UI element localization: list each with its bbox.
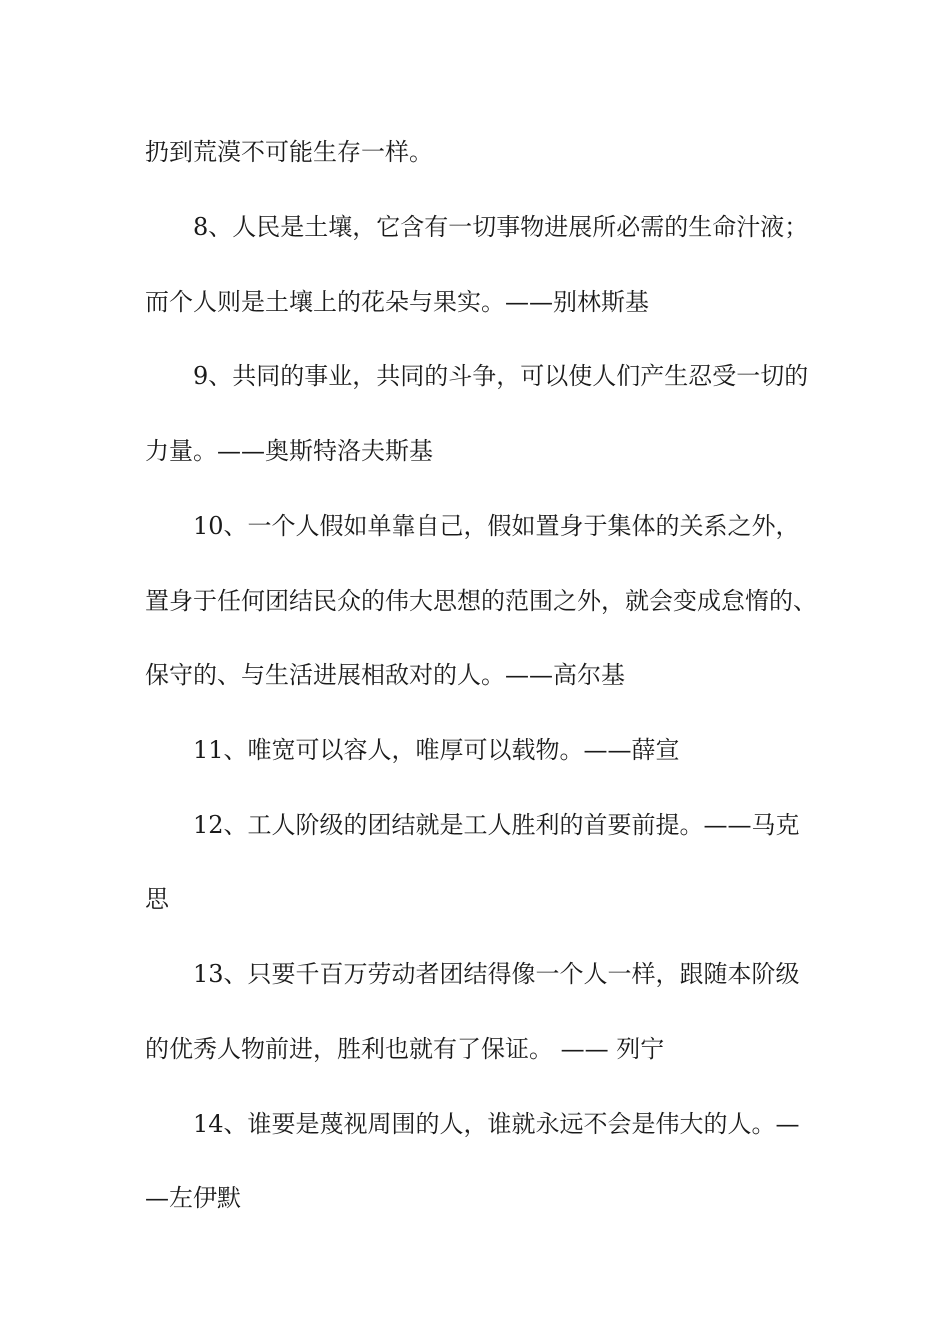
- text-line: 置身于任何团结民众的伟大思想的范围之外，就会变成怠惰的、: [145, 587, 817, 615]
- text-line: 8、人民是土壤，它含有一切事物进展所必需的生命汁液；: [193, 213, 809, 241]
- text-line: 力量。——奥斯特洛夫斯基: [145, 437, 433, 465]
- text-line: 13、只要千百万劳动者团结得像一个人一样，跟随本阶级: [193, 960, 800, 988]
- text-line: 14、谁要是蔑视周围的人，谁就永远不会是伟大的人。—: [193, 1110, 800, 1138]
- text-line: 扔到荒漠不可能生存一样。: [145, 138, 433, 166]
- text-line: 12、工人阶级的团结就是工人胜利的首要前提。——马克: [193, 811, 800, 839]
- text-line: 10、一个人假如单靠自己，假如置身于集体的关系之外，: [193, 512, 800, 540]
- text-line: 11、唯宽可以容人，唯厚可以载物。——薛宣: [193, 736, 680, 764]
- text-line: 的优秀人物前进，胜利也就有了保证。 —— 列宁: [145, 1035, 665, 1063]
- text-line: 思: [145, 885, 169, 913]
- text-line: 而个人则是土壤上的花朵与果实。——别林斯基: [145, 288, 649, 316]
- text-line: 保守的、与生活进展相敌对的人。——高尔基: [145, 661, 625, 689]
- text-line: —左伊默: [145, 1184, 241, 1212]
- text-line: 9、共同的事业，共同的斗争，可以使人们产生忍受一切的: [193, 362, 809, 390]
